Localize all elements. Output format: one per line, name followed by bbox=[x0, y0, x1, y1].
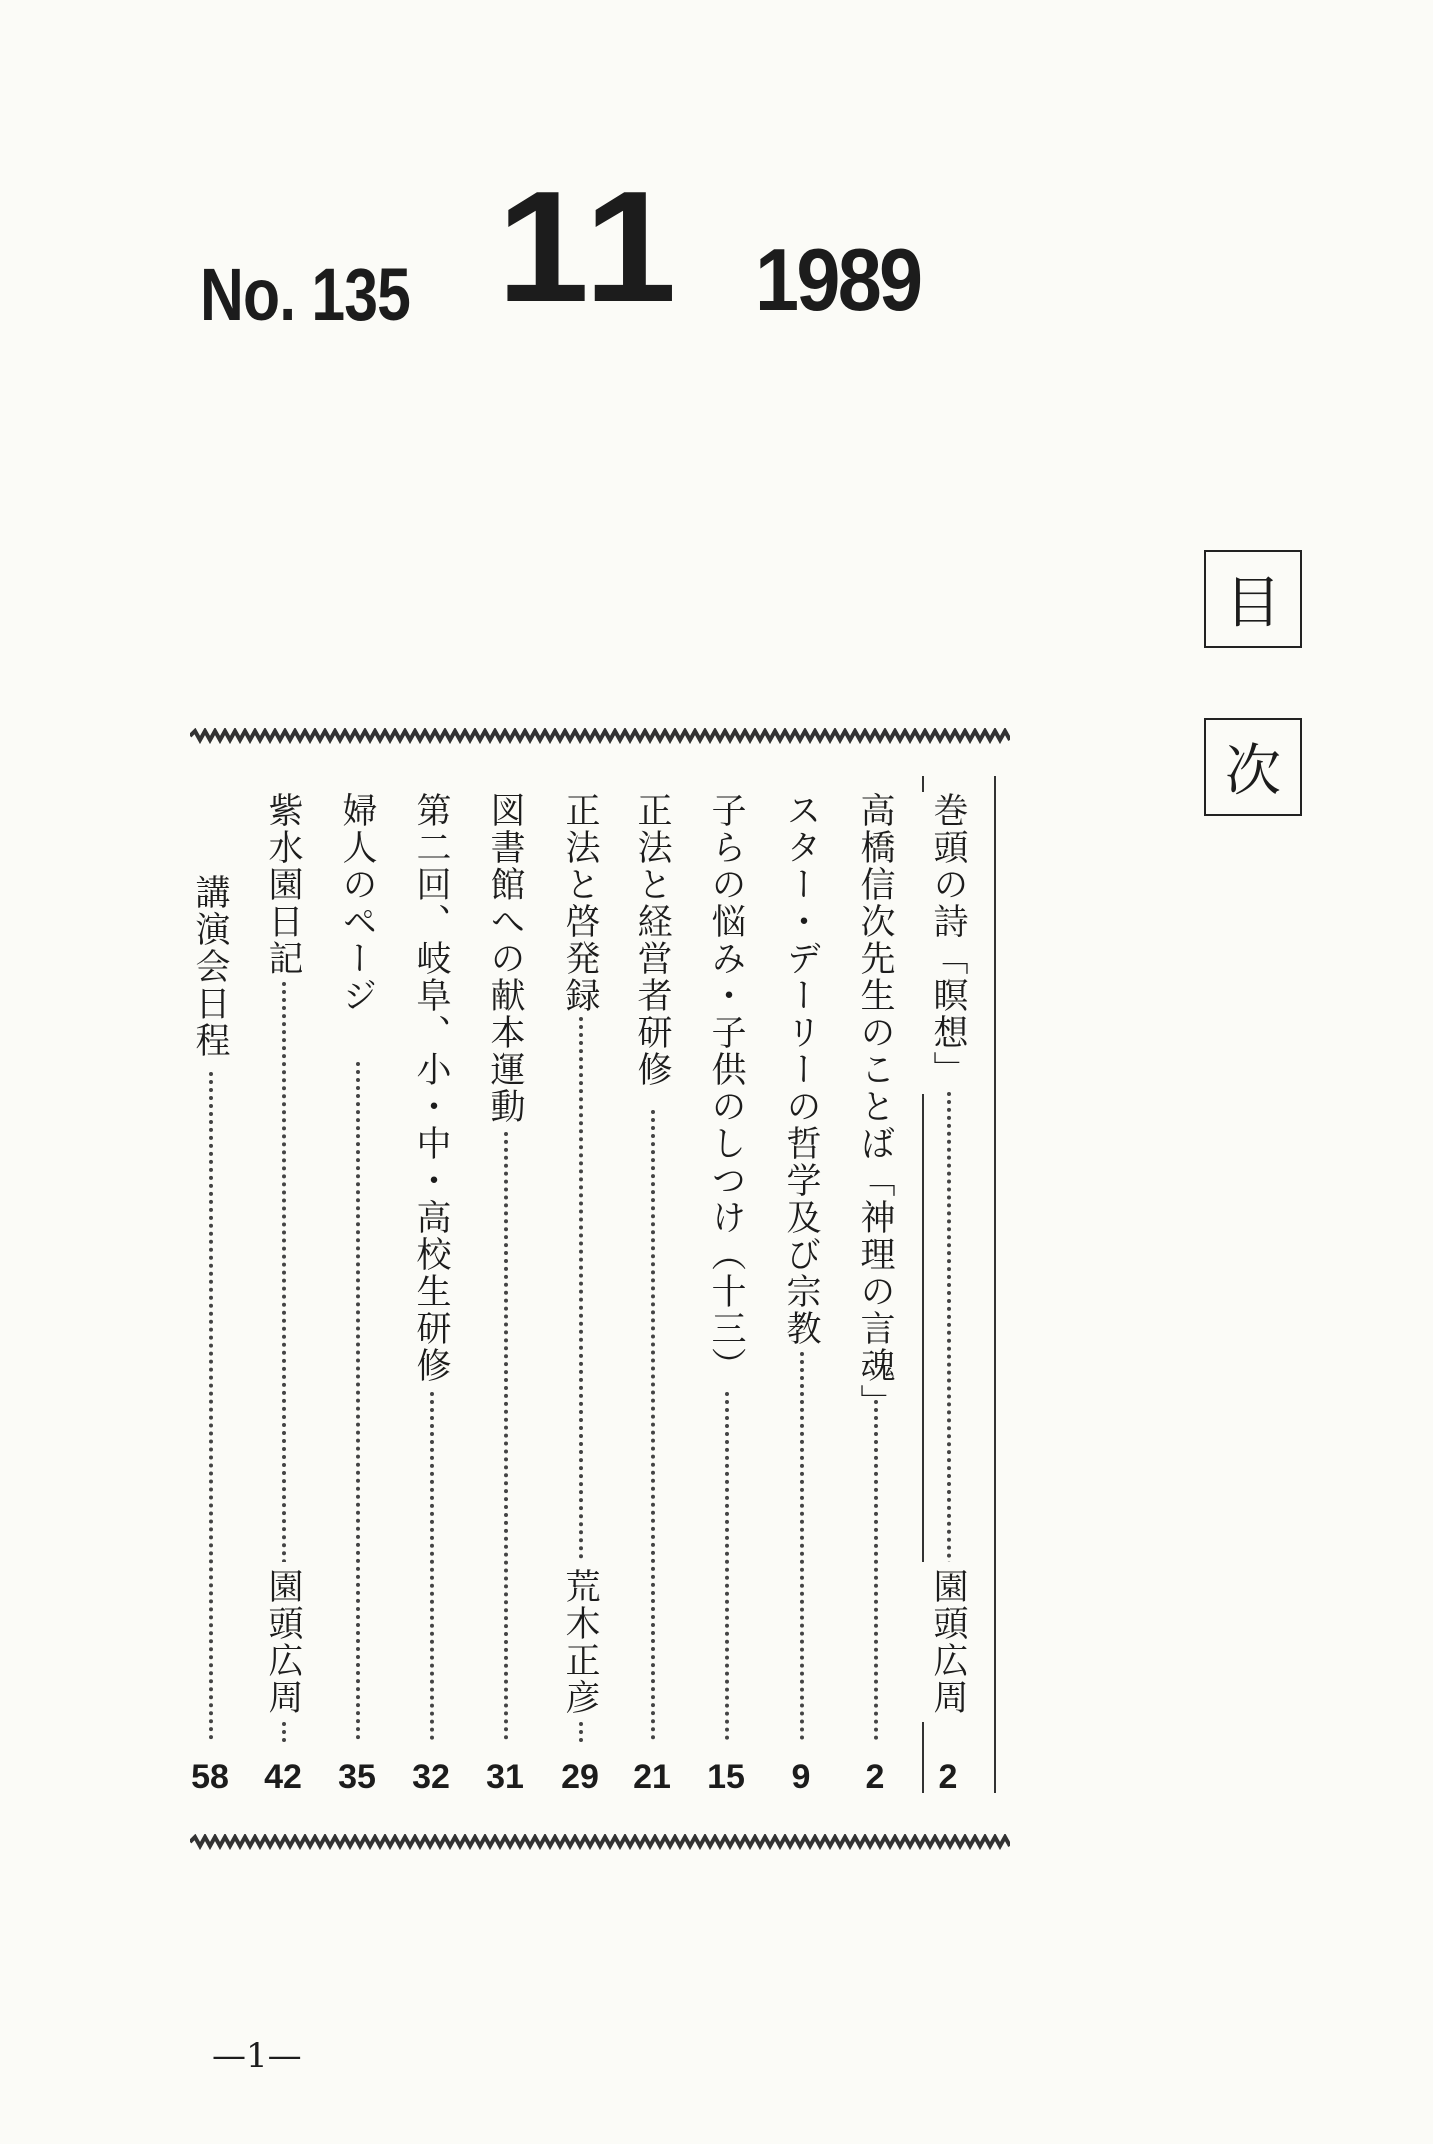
issue-number: No. 135 bbox=[200, 253, 411, 336]
toc-entry-page: 2 bbox=[938, 1758, 958, 1796]
toc-leader-dots bbox=[209, 1072, 213, 1740]
toc-entry-page: 9 bbox=[791, 1758, 811, 1796]
toc-entry-1[interactable] bbox=[918, 792, 978, 1796]
toc-entry-title: 巻頭の詩「瞑想」 bbox=[918, 792, 978, 1094]
toc-entry-title: 講演会日程 bbox=[180, 874, 240, 1065]
toc-entry-title: 正法と啓発録 bbox=[550, 792, 610, 1020]
toc-entry-11[interactable] bbox=[180, 792, 240, 1796]
toc-entry-title: 紫水園日記 bbox=[253, 792, 313, 983]
toc-entry-5[interactable] bbox=[622, 792, 682, 1796]
toc-entry-page: 58 bbox=[191, 1758, 229, 1796]
toc-leader-dots bbox=[579, 1017, 583, 1567]
toc-leader-dots bbox=[725, 1392, 729, 1740]
toc-right-rule-inner bbox=[994, 776, 996, 1793]
page-number-footer: —1— bbox=[212, 2036, 302, 2076]
toc-entry-page: 31 bbox=[486, 1758, 524, 1796]
toc-entry-title: 高橋信次先生のことば「神理の言魂」 bbox=[845, 792, 905, 1427]
toc-entry-2[interactable] bbox=[845, 792, 905, 1796]
toc-entry-7[interactable] bbox=[475, 792, 535, 1796]
issue-year: 1989 bbox=[755, 230, 921, 329]
toc-entry-8[interactable] bbox=[401, 792, 461, 1796]
toc-leader-dots bbox=[504, 1132, 508, 1740]
toc-leader-dots bbox=[947, 1092, 951, 1614]
bottom-wavy-rule bbox=[190, 1834, 1010, 1850]
toc-entry-3[interactable] bbox=[771, 792, 831, 1796]
toc-entry-page: 42 bbox=[264, 1758, 302, 1796]
toc-entry-9[interactable] bbox=[327, 792, 387, 1796]
toc-entry-page: 2 bbox=[865, 1758, 885, 1796]
top-wavy-rule bbox=[190, 728, 1010, 744]
toc-leader-dots bbox=[430, 1392, 434, 1740]
toc-entry-page: 29 bbox=[561, 1758, 599, 1796]
toc-entry-author: 園頭広周 bbox=[918, 1562, 978, 1722]
toc-entry-10[interactable] bbox=[253, 792, 313, 1796]
toc-entry-6[interactable] bbox=[550, 792, 610, 1796]
contents-label-char-2: 次 bbox=[1204, 718, 1302, 816]
toc-entry-title: 正法と経営者研修 bbox=[622, 792, 682, 1094]
toc-entry-page: 21 bbox=[633, 1758, 671, 1796]
toc-entry-title: 婦人のページ bbox=[327, 792, 387, 1020]
toc-entry-title: 第二回、岐阜、小・中・高校生研修 bbox=[401, 792, 461, 1390]
toc-entry-page: 32 bbox=[412, 1758, 450, 1796]
toc-entry-4[interactable] bbox=[696, 792, 756, 1796]
toc-leader-dots bbox=[800, 1352, 804, 1740]
issue-month: 11 bbox=[497, 159, 681, 335]
toc-entry-page: 35 bbox=[338, 1758, 376, 1796]
toc-entry-title: 子らの悩み・子供のしつけ（十三） bbox=[696, 792, 756, 1390]
toc-entry-title: スター・デーリーの哲学及び宗教 bbox=[771, 792, 831, 1353]
toc-entry-page: 15 bbox=[707, 1758, 745, 1796]
toc-leader-dots bbox=[874, 1400, 878, 1740]
toc-entry-author: 園頭広周 bbox=[253, 1562, 313, 1722]
toc-entry-title: 図書館への献本運動 bbox=[475, 792, 535, 1131]
toc-leader-dots bbox=[282, 1722, 286, 1742]
toc-leader-dots bbox=[356, 1062, 360, 1740]
toc-leader-dots bbox=[579, 1722, 583, 1742]
toc-entry-author: 荒木正彦 bbox=[550, 1562, 610, 1722]
toc-leader-dots bbox=[282, 982, 286, 1572]
contents-label-char-1: 目 bbox=[1204, 550, 1302, 648]
toc-leader-dots bbox=[651, 1110, 655, 1740]
